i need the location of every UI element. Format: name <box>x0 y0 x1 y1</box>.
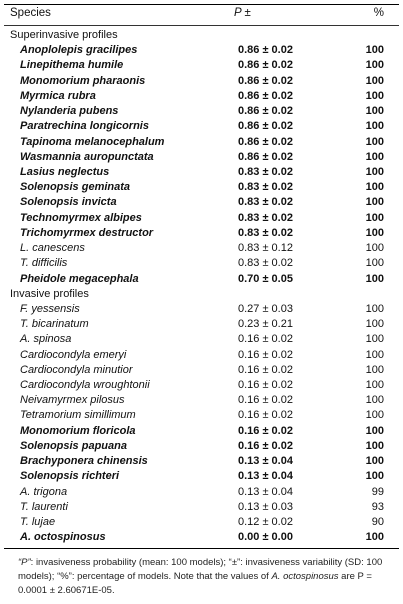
invasiveness-probability: 0.83 ± 0.12 <box>238 242 293 255</box>
invasiveness-probability: 0.86 ± 0.02 <box>238 74 293 87</box>
invasiveness-probability: 0.86 ± 0.02 <box>238 59 293 72</box>
species-name: L. canescens <box>20 242 85 255</box>
species-name: Monomorium floricola <box>20 424 136 437</box>
section-title: Invasive profiles <box>10 287 89 300</box>
header-percent: % <box>373 7 384 19</box>
table-row <box>0 74 403 89</box>
species-name: Cardiocondyla wroughtonii <box>20 379 150 392</box>
header-p: P ± <box>234 7 251 19</box>
table-row <box>0 241 403 256</box>
section-heading <box>0 28 403 43</box>
species-name: Nylanderia pubens <box>20 105 119 118</box>
model-percentage: 100 <box>365 348 384 361</box>
table-row <box>0 226 403 241</box>
species-name: Trichomyrmex destructor <box>20 226 154 239</box>
table-row <box>0 469 403 484</box>
invasiveness-probability: 0.16 ± 0.02 <box>238 394 293 407</box>
table-row <box>0 89 403 104</box>
species-name: Neivamyrmex pilosus <box>20 394 125 407</box>
species-name: T. lujae <box>20 516 56 528</box>
table-row <box>0 500 403 515</box>
model-percentage: 100 <box>365 409 384 422</box>
model-percentage: 100 <box>365 105 384 118</box>
invasiveness-probability: 0.16 ± 0.02 <box>238 348 293 361</box>
model-percentage: 100 <box>365 424 384 437</box>
species-name: A. trigona <box>20 485 68 498</box>
model-percentage: 100 <box>365 89 384 102</box>
model-percentage: 100 <box>365 59 384 72</box>
header-species: Species <box>10 7 51 19</box>
species-name: Tapinoma melanocephalum <box>20 135 165 148</box>
invasiveness-probability: 0.86 ± 0.02 <box>238 105 293 118</box>
model-percentage: 100 <box>365 439 384 452</box>
species-name: Solenopsis papuana <box>20 439 127 452</box>
model-percentage: 100 <box>365 318 384 331</box>
invasiveness-probability: 0.86 ± 0.02 <box>238 44 293 57</box>
footnote-text-1: : invasiveness probability (mean: 100 models); “±”: invasiveness variability (SD: 100 models); “%”: percentage of models. Note that the values of <box>18 557 383 582</box>
invasiveness-probability: 0.16 ± 0.02 <box>238 439 293 452</box>
species-name: Solenopsis richteri <box>20 470 120 483</box>
species-name: Technomyrmex albipes <box>20 211 142 224</box>
invasiveness-probability: 0.86 ± 0.02 <box>238 89 293 102</box>
section-heading <box>0 287 403 302</box>
section-title: Superinvasive profiles <box>10 29 118 41</box>
invasiveness-probability: 0.16 ± 0.02 <box>238 333 293 346</box>
invasiveness-probability: 0.83 ± 0.02 <box>238 211 293 224</box>
species-name: A. octospinosus <box>20 531 106 544</box>
invasiveness-probability: 0.86 ± 0.02 <box>238 135 293 148</box>
table-row <box>0 454 403 469</box>
table-row <box>0 515 403 530</box>
table-row <box>0 272 403 287</box>
model-percentage: 100 <box>365 333 384 346</box>
table-row <box>0 530 403 545</box>
bottom-rule <box>4 548 399 549</box>
invasiveness-probability: 0.12 ± 0.02 <box>238 516 293 528</box>
table-row <box>0 363 403 378</box>
model-percentage: 100 <box>365 150 384 163</box>
table-row <box>0 211 403 226</box>
invasiveness-probability: 0.86 ± 0.02 <box>238 120 293 133</box>
invasiveness-probability: 0.16 ± 0.02 <box>238 363 293 376</box>
model-percentage: 100 <box>365 44 384 57</box>
table-row <box>0 119 403 134</box>
invasiveness-probability: 0.83 ± 0.02 <box>238 181 293 194</box>
header-rule <box>4 25 399 26</box>
table-header <box>0 4 403 24</box>
species-name: T. difficilis <box>20 257 68 270</box>
species-name: Paratrechina longicornis <box>20 120 149 133</box>
invasiveness-probability: 0.13 ± 0.03 <box>238 500 293 513</box>
invasiveness-probability: 0.16 ± 0.02 <box>238 424 293 437</box>
model-percentage: 100 <box>365 181 384 194</box>
model-percentage: 99 <box>371 485 384 498</box>
invasiveness-probability: 0.00 ± 0.00 <box>238 531 293 544</box>
invasiveness-probability: 0.70 ± 0.05 <box>238 272 293 285</box>
species-name: T. bicarinatum <box>20 318 89 331</box>
species-name: T. laurenti <box>20 500 68 513</box>
species-name: Cardiocondyla minutior <box>20 363 133 376</box>
species-name: Solenopsis invicta <box>20 196 117 209</box>
model-percentage: 100 <box>365 211 384 224</box>
table-row <box>0 378 403 393</box>
invasiveness-probability: 0.86 ± 0.02 <box>238 150 293 163</box>
model-percentage: 100 <box>365 120 384 133</box>
invasiveness-probability: 0.13 ± 0.04 <box>238 470 293 483</box>
table-row <box>0 58 403 73</box>
invasiveness-probability: 0.13 ± 0.04 <box>238 485 293 498</box>
species-name: Brachyponera chinensis <box>20 455 148 468</box>
table-row <box>0 332 403 347</box>
invasiveness-probability: 0.83 ± 0.02 <box>238 226 293 239</box>
table-row <box>0 439 403 454</box>
model-percentage: 100 <box>365 165 384 178</box>
table-row <box>0 424 403 439</box>
table-row <box>0 195 403 210</box>
table-row <box>0 104 403 119</box>
model-percentage: 100 <box>365 302 384 315</box>
table-row <box>0 180 403 195</box>
table-row <box>0 150 403 165</box>
table-row <box>0 485 403 500</box>
invasiveness-probability: 0.83 ± 0.02 <box>238 196 293 209</box>
species-name: Monomorium pharaonis <box>20 74 146 87</box>
species-name: Tetramorium simillimum <box>20 409 136 422</box>
model-percentage: 100 <box>365 379 384 392</box>
species-name: Linepithema humile <box>20 59 124 72</box>
model-percentage: 100 <box>365 242 384 255</box>
species-name: Myrmica rubra <box>20 89 96 102</box>
species-name: Anoplolepis gracilipes <box>20 44 138 57</box>
model-percentage: 93 <box>371 500 384 513</box>
footnote-species: A. octospinosus <box>271 571 339 582</box>
model-percentage: 100 <box>365 394 384 407</box>
species-name: Cardiocondyla emeryi <box>20 348 127 361</box>
table-row <box>0 393 403 408</box>
table-row <box>0 348 403 363</box>
model-percentage: 100 <box>365 196 384 209</box>
table-row <box>0 43 403 58</box>
model-percentage: 100 <box>365 455 384 468</box>
invasiveness-probability: 0.83 ± 0.02 <box>238 257 293 270</box>
table-footnote <box>18 556 390 598</box>
invasiveness-probability: 0.27 ± 0.03 <box>238 302 293 315</box>
table-row <box>0 256 403 271</box>
species-name: Wasmannia auropunctata <box>20 150 154 163</box>
invasiveness-probability: 0.83 ± 0.02 <box>238 165 293 178</box>
model-percentage: 100 <box>365 74 384 87</box>
invasiveness-probability: 0.23 ± 0.21 <box>238 318 293 331</box>
model-percentage: 100 <box>365 257 384 270</box>
model-percentage: 90 <box>371 516 384 528</box>
model-percentage: 100 <box>365 363 384 376</box>
species-name: A. spinosa <box>20 333 72 346</box>
footnote-text-2: are P = 0.0001 ± 2.60671E-05. <box>18 571 372 596</box>
model-percentage: 100 <box>365 470 384 483</box>
footnote-q1: “P” <box>18 557 31 568</box>
invasiveness-probability: 0.13 ± 0.04 <box>238 455 293 468</box>
species-name: Pheidole megacephala <box>20 272 139 285</box>
species-name: Lasius neglectus <box>20 165 110 178</box>
invasiveness-probability: 0.16 ± 0.02 <box>238 409 293 422</box>
table-body <box>0 28 403 545</box>
model-percentage: 100 <box>365 272 384 285</box>
invasiveness-probability: 0.16 ± 0.02 <box>238 379 293 392</box>
model-percentage: 100 <box>365 135 384 148</box>
model-percentage: 100 <box>365 531 384 544</box>
table-row <box>0 165 403 180</box>
table-row <box>0 317 403 332</box>
model-percentage: 100 <box>365 226 384 239</box>
table-row <box>0 135 403 150</box>
table-row <box>0 302 403 317</box>
species-name: F. yessensis <box>20 302 80 315</box>
table-row <box>0 408 403 423</box>
species-name: Solenopsis geminata <box>20 181 131 194</box>
